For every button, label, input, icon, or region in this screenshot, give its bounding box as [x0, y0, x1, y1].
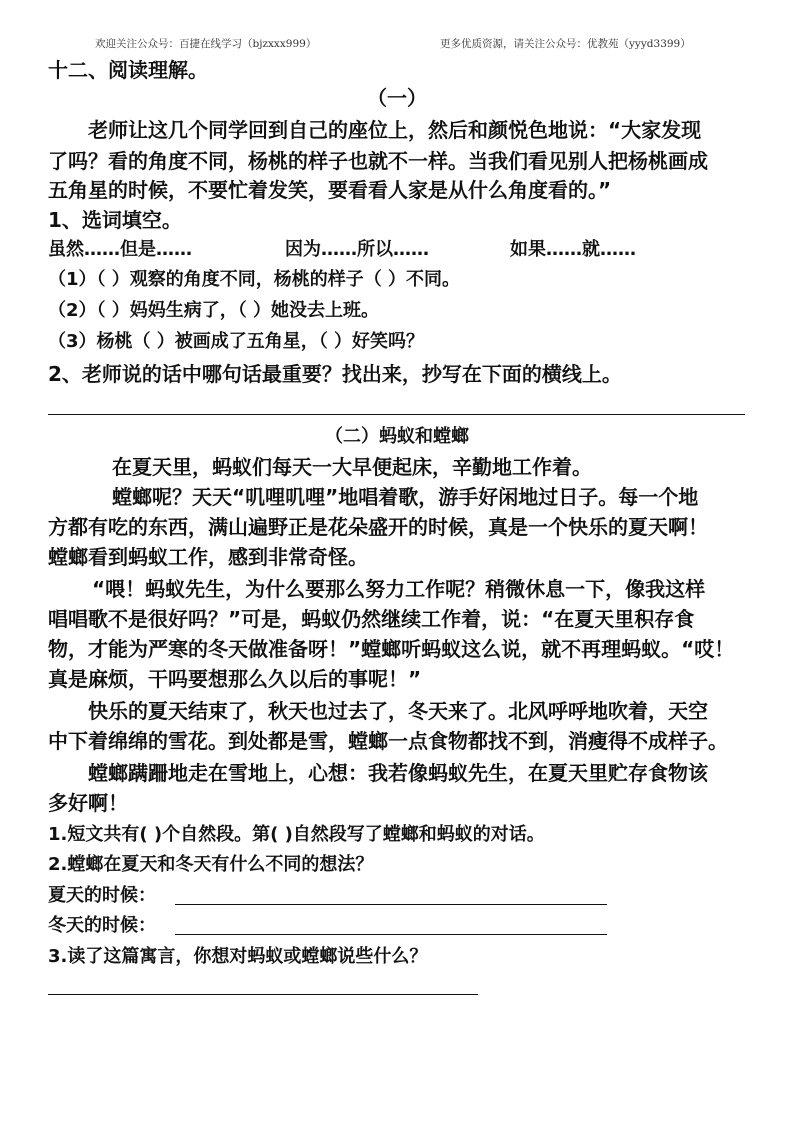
summer-label: 夏天的时候：	[48, 885, 156, 906]
part1-passage-line: 老师让这几个同学回到自己的座位上，然后和颜悦色地说：“大家发现	[88, 118, 702, 142]
summer-answer-line[interactable]	[175, 904, 607, 905]
winter-answer-line[interactable]	[175, 934, 607, 935]
part2-passage-line: 在夏天里，蚂蚁们每天一大早便起床，辛勤地工作着。	[112, 455, 592, 479]
page-header-left: 欢迎关注公众号：百捷在线学习（bjzxxx999）	[95, 38, 317, 50]
winter-label: 冬天的时候：	[48, 915, 156, 936]
part2-title: （二）蚂蚁和螳螂	[325, 426, 469, 447]
part2-passage-line: 螳螂呢？天天“叽哩叽哩”地唱着歌，游手好闲地过日子。每一个地	[112, 485, 699, 509]
part2-passage-line: 物，才能为严寒的冬天做准备呀！”螳螂听蚂蚁这么说，就不再理蚂蚁。“哎！	[48, 637, 735, 661]
part1-question-2: 2、老师说的话中哪句话最重要？找出来，抄写在下面的横线上。	[48, 362, 622, 386]
part2-passage-line: 唱唱歌不是很好吗？”可是，蚂蚁仍然继续工作着，说：“在夏天里积存食	[48, 607, 695, 631]
part2-question-3: 3.读了这篇寓言，你想对蚂蚁或螳螂说些什么？	[48, 946, 428, 967]
q3-answer-line[interactable]	[48, 994, 478, 995]
part2-passage-line: 螳螂看到蚂蚁工作，感到非常奇怪。	[48, 545, 368, 569]
part1-label: （一）	[367, 86, 427, 110]
part2-passage-line: 方都有吃的东西，满山遍野正是花朵盛开的时候，真是一个快乐的夏天啊！	[48, 515, 708, 539]
part2-passage-line: 快乐的夏天结束了，秋天也过去了，冬天来了。北风呼呼地吹着，天空	[88, 699, 708, 723]
part1-passage-line: 了吗？看的角度不同，杨桃的样子也就不一样。当我们看见别人把杨桃画成	[48, 149, 708, 173]
part1-question-1: 1、选词填空。	[48, 208, 182, 232]
part2-passage-line: 螳螂蹒跚地走在雪地上，心想：我若像蚂蚁先生，在夏天里贮存食物该	[88, 761, 708, 785]
fill-item-3: （3）杨桃（ ）被画成了五角星，（ ）好笑吗？	[48, 331, 425, 352]
part2-passage-line: 真是麻烦，干吗要想那么久以后的事呢！”	[48, 667, 422, 691]
part2-passage-line: “喂！蚂蚁先生，为什么要那么努力工作呢？稍微休息一下，像我这样	[92, 577, 706, 601]
part1-passage-line: 五角星的时候，不要忙着发笑，要看看人家是从什么角度看的。”	[48, 178, 612, 202]
fill-item-2: （2）（ ）妈妈生病了，（ ）她没去上班。	[48, 300, 380, 321]
choice-option-1: 虽然……但是……	[48, 239, 192, 260]
section-title: 十二、阅读理解。	[48, 58, 208, 82]
part2-passage-line: 中下着绵绵的雪花。到处都是雪，螳螂一点食物都找不到，消瘦得不成样子。	[48, 729, 728, 753]
page-header-right: 更多优质资源，请关注公众号：优教苑（yyyd3399）	[440, 38, 691, 50]
choice-option-3: 如果……就……	[510, 239, 636, 260]
part2-question-1: 1.短文共有( )个自然段。第( )自然段写了螳螂和蚂蚁的对话。	[48, 824, 545, 845]
choice-option-2: 因为……所以……	[285, 239, 429, 260]
part2-question-2: 2.螳螂在夏天和冬天有什么不同的想法？	[48, 854, 374, 875]
part2-passage-line: 多好啊！	[48, 791, 128, 815]
fill-item-1: （1）（ ）观察的角度不同，杨桃的样子（ ）不同。	[48, 269, 461, 290]
answer-line[interactable]	[48, 414, 745, 415]
